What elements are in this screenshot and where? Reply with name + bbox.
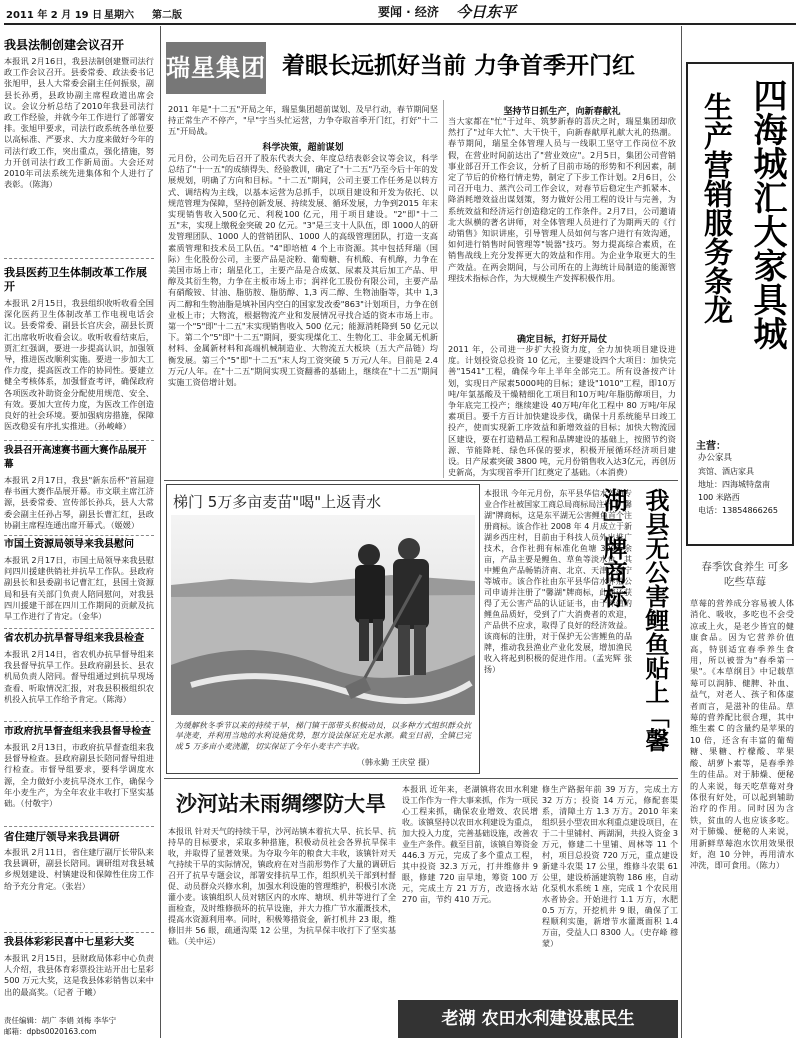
header-rule xyxy=(4,23,796,25)
health-headline: 春季饮食养生 可多吃些草莓 xyxy=(701,561,789,588)
ad-slogan: 生产营销服务条龙 xyxy=(700,92,734,324)
section-rule xyxy=(164,480,678,481)
health-body: 草莓的营养成分容易被人体消化、吸收，多吃也不会受凉或上火，是老少皆宜的健康食品。因为它营养价值高，特别适宜春季养生食用，所以被誉为"春季第一果"。《本草纲目》中记载草莓可以润肺、健脾、补血、益气，对老人、孩子和体虚者而言，是滋补的佳品。草莓的营养配比很合理，其中维生素 C 的含量约是苹果的 10 倍，还含有丰富的葡萄糖、果糖、柠檬酸、苹果酸、胡萝卜素等，是春季养生的佳品。对于肺燥、便秘的人来说，每天吃草莓对身体很有好处，可以起到辅助治疗的作用。同时因为含铁，贫血的人也应该多吃。对于肺燥、便秘的人来说，用新鲜草莓泡水饮用效果很好，泡 10 分钟，再用清水冲洗，即可食用。（陈力） xyxy=(690,598,794,871)
article-body: 本报讯 2月17日，我县"新东岳杯"首届迎春书画大赛作品展开幕。市文联主席江济源，县委常委、宣传部长孙兵，县人大常委会副主任孙占琴，副县长曹汇红，县政协副主席程连通出席开幕式。（姬媛） xyxy=(4,475,154,530)
divider xyxy=(4,628,154,629)
left-article-8 xyxy=(4,936,154,1019)
divider xyxy=(4,258,154,259)
article-body: 本报讯 2月13日，市政府抗旱督查组来我县督导检查。县政府副县长陪同督导组进行检查。市督导组要求，要科学调度水源，全力做好小麦抗旱浇水工作，确保今年小麦生产，为全年农业丰收打下坚实基础。（付敬宇） xyxy=(4,742,154,809)
laohu-body: 本报讯 近年来，老湖镇将农田水利建设工作作为一件大事来抓，作为一项民心工程来抓，确保农业增效、农民增收。该镇坚持以农田水利建设为重点，加大投入力度，完善基础设施，改善农业生产条件。截至目前，该镇自筹资金 446.3 万元，完成了多个重点工程，其中投资 32.3 万元，打井维修井 9 眼，修建 720 亩旱地，筹资 100 万元，完成土方 21 万方，改造扬水站 270 亩，节约 410 万元。 xyxy=(402,785,538,904)
ad-title: 四海城汇大家具城 xyxy=(747,78,787,350)
furniture-ad xyxy=(686,62,794,546)
left-article-4 xyxy=(4,538,154,633)
section-label: 要闻 · 经济 xyxy=(378,5,439,19)
main-intro: 2011 年是"十二五"开局之年，瑞星集团超前谋划、及早行动，春节期间坚持正常生产不停产，"早"字当头忙运营，力争夺取首季开门红，打好"十二五"开局战。 xyxy=(168,104,438,137)
divider xyxy=(4,932,154,933)
article-title: 市政府抗旱督查组来我县督导检查 xyxy=(4,726,151,737)
ad-line: 地址：四海城特盘南 xyxy=(698,480,770,489)
editor-footer xyxy=(4,1015,154,1041)
editor-email: 邮箱：dpbs0020163.com xyxy=(4,1027,97,1036)
article-title: 市国土资源局领导来我县慰问 xyxy=(4,539,134,550)
left-article-1 xyxy=(4,38,154,252)
article-title: 省农机办抗旱督导组来我县检查 xyxy=(4,633,144,644)
ad-line: 100 米路西 xyxy=(698,493,740,502)
ad-line: 宾馆、酒店家具 xyxy=(698,467,754,476)
divider xyxy=(4,535,154,536)
carp-article-body: 本报讯 今年元月份，东平县华信水养殖专业合作社被国家工商总局商标局注册了"馨湖"牌商标，这是东平湖无公害鲤鱼首个注册商标。该合作社 2008 年 4 月成立于新湖乡西庄村，目前由于科技人员外出推广技术，合作社拥有标准化鱼塘 3000 余亩，产品主要是鲤鱼、草鱼等淡水鱼，其中鲤鱼产品畅销济南、北京、天津、济宁等城市。该合作社由东平县华信水养殖公司申请并注册了"馨湖"牌商标，此前还获得了无公害产品的认证证书，由于养殖的鲤鱼品质好，受到了广大消费者的欢迎，产品供不应求，取得了良好的经济效益。该商标的注册，对于保护无公害鲤鱼的品牌，推动我县渔业产业化发展，增加渔民收入将起到积极的促进作用。（孟宪辉 张扬） xyxy=(484,489,632,674)
section-rule xyxy=(164,778,678,779)
article-body: 本报讯 2月17日，市国土局领导来我县慰问四川援建供销社并抗旱工作队。县政府副县长和县委副书记曹汇红，县国土资源局和县有关部门负责人陪同慰问，对我县四川援建干部在四川工作期间的贡献及抗旱工作进行了肯定。（金华） xyxy=(4,555,154,622)
ad-business-label xyxy=(696,434,726,453)
shahe-body: 本报讯 针对天气的持续干旱，沙河站镇本着抗大旱、抗长旱、抗持旱的目标要求，采取多种措施，积极动员社会各界抗旱保丰收，并取得了显著效果。为夺取今年的粮食大丰收，该镇针对天气持续干旱的实际情况，镇政府在对当前形势作了大量的调研后召开了抗旱专题会议，部署安排抗旱工作，组织机关干部到村督促、动员群众兴修水利，加强水利设施的管理维护，积极引水浇灌小麦。该镇组织人员对辖区内的水库、塘坝、机井等进行了全面检查，及时维修损坏的抗旱设施，并大力推广节水灌溉技术，提高水资源利用率。同时，积极筹措资金，新打机井 23 眼，维修旧井 56 眼，疏通沟渠 12 公里，为抗旱保丰收打下了坚实基础。（关中运） xyxy=(168,827,396,946)
photo-caption: 为缓解秋冬季节以来的持续干旱，梯门镇干部带头积极动员，以多种方式组织群众抗旱浇麦，并利用当地的水利设施优势，想方设法保证充足水源。截至目前，全镇已完成 5 万多亩小麦浇灌，切实保证了今年小麦丰产丰收。 xyxy=(175,721,471,751)
left-article-7 xyxy=(4,830,154,933)
article-title: 我县法制创建会议召开 xyxy=(4,38,125,52)
article-body: 本报讯 2月15日，我县组织收听收看全国深化医药卫生体制改革工作电视电话会议。县委常委、副县长宫庆会，副县长贾汇出席收听收看会议。收听收看结束后，贾汇红强调，要进一步提高认识，加强领导，推进医改顺利实施。要进一步加大工作力度，提高医改工作的协同性。要建立健全考核体系，加强督查考评，确保政府各项医改补助资金分配使用规范、安全、有效。要加大宣传力度，为医改工作创造良好的社会环境。要加强病房措施，保障医改稳妥有序扎实推进。（孙峻峰） xyxy=(4,298,154,432)
main-subhead: 确定目标，打好开局仗 xyxy=(516,335,607,345)
main-headline: 着眼长远抓好当前 力争首季开门红 xyxy=(282,53,636,79)
photo-credit: （韩永勤 王庆堂 摄） xyxy=(357,758,435,767)
article-body: 本报讯 2月14日，省农机办抗旱督导组来我县督导抗旱工作。县政府副县长、县农机局负责人陪同。督导组通过到抗旱现场查看、听取情况汇报，对我县积极组织农机投入抗旱工作给予肯定。（陈海） xyxy=(4,649,154,704)
ad-host-label: 主营： xyxy=(696,441,726,452)
column-rule xyxy=(160,26,161,1038)
main-paragraph: 2011 年，公司进一步扩大投资力度，全力加快项目建设进度。计划投资总投资 10 亿元，主要建设四个大项目：加快完善"1541"工程，确保今年上半年全部完工。所有设备按产计划，实现日产尿素5000吨的目标；建设"1010"工程，即10万吨/年氯基酸及干燥精细化工项目和10万吨/年脂肪醇项目，力争年底完工投产；继续建设 40万吨/年化工程中 80 万吨/年尿素项目。要千方百计加快建设步伐，确保十月系统能早日竣工投产，使而实现新工序效益和新增效益的目标；加快大物流园区建设，要在打造精品工程和品牌建设的基础上，按照节约资源、节能降耗、绿色环保的要求，积极开展循环经济项目建设。日产尿素突破 3800 吨，元月份销售收入达3亿元，再创历史新高，为实现首季开门红奠定了基础。（本消费） xyxy=(448,344,676,478)
article-title: 我县医药卫生体制改革工作展开 xyxy=(4,266,147,293)
shahe-headline: 沙河站未雨绸缪防大旱 xyxy=(176,792,386,816)
ad-host-value: 办公家具 xyxy=(698,453,733,463)
main-subhead: 坚持节日抓生产，向新春献礼 xyxy=(503,107,621,117)
column-rule xyxy=(443,100,444,478)
article-title: 省住建厅领导来我县调研 xyxy=(4,831,120,843)
main-subhead: 科学决策，超前谋划 xyxy=(262,143,344,153)
article-title: 我县体彩彩民喜中七星彩大奖 xyxy=(4,937,134,948)
divider xyxy=(4,440,154,441)
left-article-5 xyxy=(4,632,154,727)
column-rule xyxy=(681,26,682,1038)
issue-weekday: 星期六 xyxy=(104,10,134,21)
carp-headline: 我县无公害鲤鱼贴上「馨湖」牌商标 xyxy=(599,488,669,752)
article-body: 本报讯 2月16日，我县法制创建暨司法行政工作会议召开。县委常委、政法委书记张旭甲，县人大常委会副主任何振泉，副县长孙勇，县政协副主席程政道出席会议。会议分析总结了2010年我县司法行政工作经验，并就今年工作进行了部署安排。张旭甲要求，司法行政系统各单位要以高标准、严要求、大力度来做好今年的司法行政工作，突出重点，强化措施，努力开创司法行政工作新局面。大会还对2010年司法系统先进集体和个人进行了表彰。（陈海） xyxy=(4,56,154,190)
left-column xyxy=(4,30,154,1015)
farmers-watering-photo xyxy=(171,515,475,715)
main-paragraph: 元月份，公司先后召开了股东代表大会、年度总结表彰会议等会议，科学总结了"十一五"的成绩得失、经验教训，确定了"十二五"乃至今后十年的发展规划，明确了方向和目标。"十二五"期间，公司主要工作任务是以转方式、调结构为主线，以基本运营为总抓手，以项目建设和开发为依托、以规范管理为保障，坚持创新发展、持续发展、循环发展，力争到2015 年末实现销售收入500亿元、利税100 亿元，用于项目建设。"2"即"十二五"末，实现上缴税金突破 20 亿元。"3"是三支十人队伍，即 1000人的研发管理团队、1000 人的营销团队、1000 人的高级管理团队，打造一支高素质管理和技术员工队伍。"4"即培植 4 个上市资源。其中包括拜瑞（国际）生化股份公司，主要产品是淀粉、葡萄糖、有机酸、有机醇，力争在美国市场上市；瑞星化工，主要产品是合成氨、尿素及其后加工产品、甲醇及其衍生物，力争在主板市场上市；润祥化工股份有限公司，主要产品有硝酸铵、甘油、脂肪胺、脂肪醇、1,3 丙二醇、生物油脂等，其中 1,3 丙二醇和生物油脂是填补国内空白的国家发改委"863"计划项目，力争在创业板上市；大物流，根据物流产业和发展情况寻找合适的资本市场上市。第一个"5"即"十二五"末实现销售收入 500 亿元；能源消耗降到 50 亿元以下。第二个"5"即"十二五"期间，要实现煤化工、生物化工、非金属无机新材料、金属新材料和高端机械制造业、大物流五大板块（五大产品链）均衡发展。第三个"5"即"十二五"末人均工资突破 5 万元/人年。目前是 2.4 万元/人年。在"十二五"期间实现工资翻番的基础上，继续在"十二五"期间实施工资倍增计划。 xyxy=(168,153,438,388)
article-title: 我县召开高速赛书画大赛作品展开幕 xyxy=(4,445,147,470)
left-article-6 xyxy=(4,725,154,830)
laohu-banner: 老湖 农田水利建设惠民生 xyxy=(398,1000,678,1038)
masthead-logo: 今日东平 xyxy=(456,3,517,21)
issue-date: 2011 年 2 月 19 日 xyxy=(6,10,103,21)
ad-line: 电话：13854866265 xyxy=(698,506,778,515)
divider xyxy=(4,826,154,827)
laohu-body: 修生产路据年前 39 万方，完成土方 32 万方；投资 14 万元，修配套渠系，清障土方 1.3 万方。2010 年来组织县小型农田水利重点建设项目，在于二十里铺村、两湖洞，共投入资金 3 万元，修建二十里铺、周林等 11 个村，项目总投资 720 万元，重点建设新建斗农渠 17 公里，维修斗农渠 61 公里，建设桥涵建筑物 186 座，自动化泵机水系统 1 座，完成 1 个农民用水者协会。开始进行 1.1 万方，水肥 0.5 万方，开挖机井 9 眼，确保了工程顺利实施，新增节水灌溉面积 1.4 万亩，受益人口 8300 人。（史存峰 穆蒙） xyxy=(542,785,678,948)
photo-title: 梯门 5万多亩麦苗"喝"上返青水 xyxy=(173,493,382,511)
photo-story xyxy=(166,484,480,774)
company-banner: 瑞星集团 xyxy=(166,42,266,94)
left-article-2 xyxy=(4,266,154,460)
article-body: 本报讯 2月11日，省住建厅副厅长带队来我县调研，副县长陪同。调研组对我县城乡规划建设、村镇建设和保障性住房工作给予充分肯定。（张岩） xyxy=(4,847,154,891)
divider xyxy=(4,721,154,722)
page-number: 第二版 xyxy=(152,10,182,21)
article-body: 本报讯 2月15日，县财政局体彩中心负责人介绍，我县体育彩票投注站开出七星彩 500 万元大奖，这是我县体彩销售以来中出的最高奖。（记者 于曦） xyxy=(4,953,154,997)
editor-line: 责任编辑：胡广 李娟 刘梅 李华宁 xyxy=(4,1016,117,1025)
main-paragraph: 当大家都在"忙"于过年、筑梦新春的喜庆之时，瑞星集团却欣然打了"过年大忙"、大干快干，向新春献厚礼献大礼的热潮。春节期间，瑞星全体管理人员与一线职工坚守工作岗位不放假，在营业时间前达出了"营业效应"。2月5日，集团公司营销事业部召开工作会议，分析了目前市场的形势和不利因素，制定了节后的价格行情走势，制定了下步工作计划。2月6日，公司召开电力、蒸汽公司工作会议，对春节后稳定生产抓紧本、降消耗增效益出谋划策，努力做好公用工程的设计与完善，为系统效益和经济运行创造稳定的工作条件。2月7日，公司邀请北大纵横的著名讲师，对全体管理人员进行了为期两天的《行动销售》知识讲座，引导管理人员如何与客户进行有效沟通，如何进行销售时间管理等"锐器"技巧。努力提高综合素质，在销售战线上充分发挥更大的效益和作用。为企业争取更大的生产效益。在两会期间，与公司所在的上海统计局制造的能源管理技术指标合作，为大规模生产发挥积极作用。 xyxy=(448,116,676,283)
